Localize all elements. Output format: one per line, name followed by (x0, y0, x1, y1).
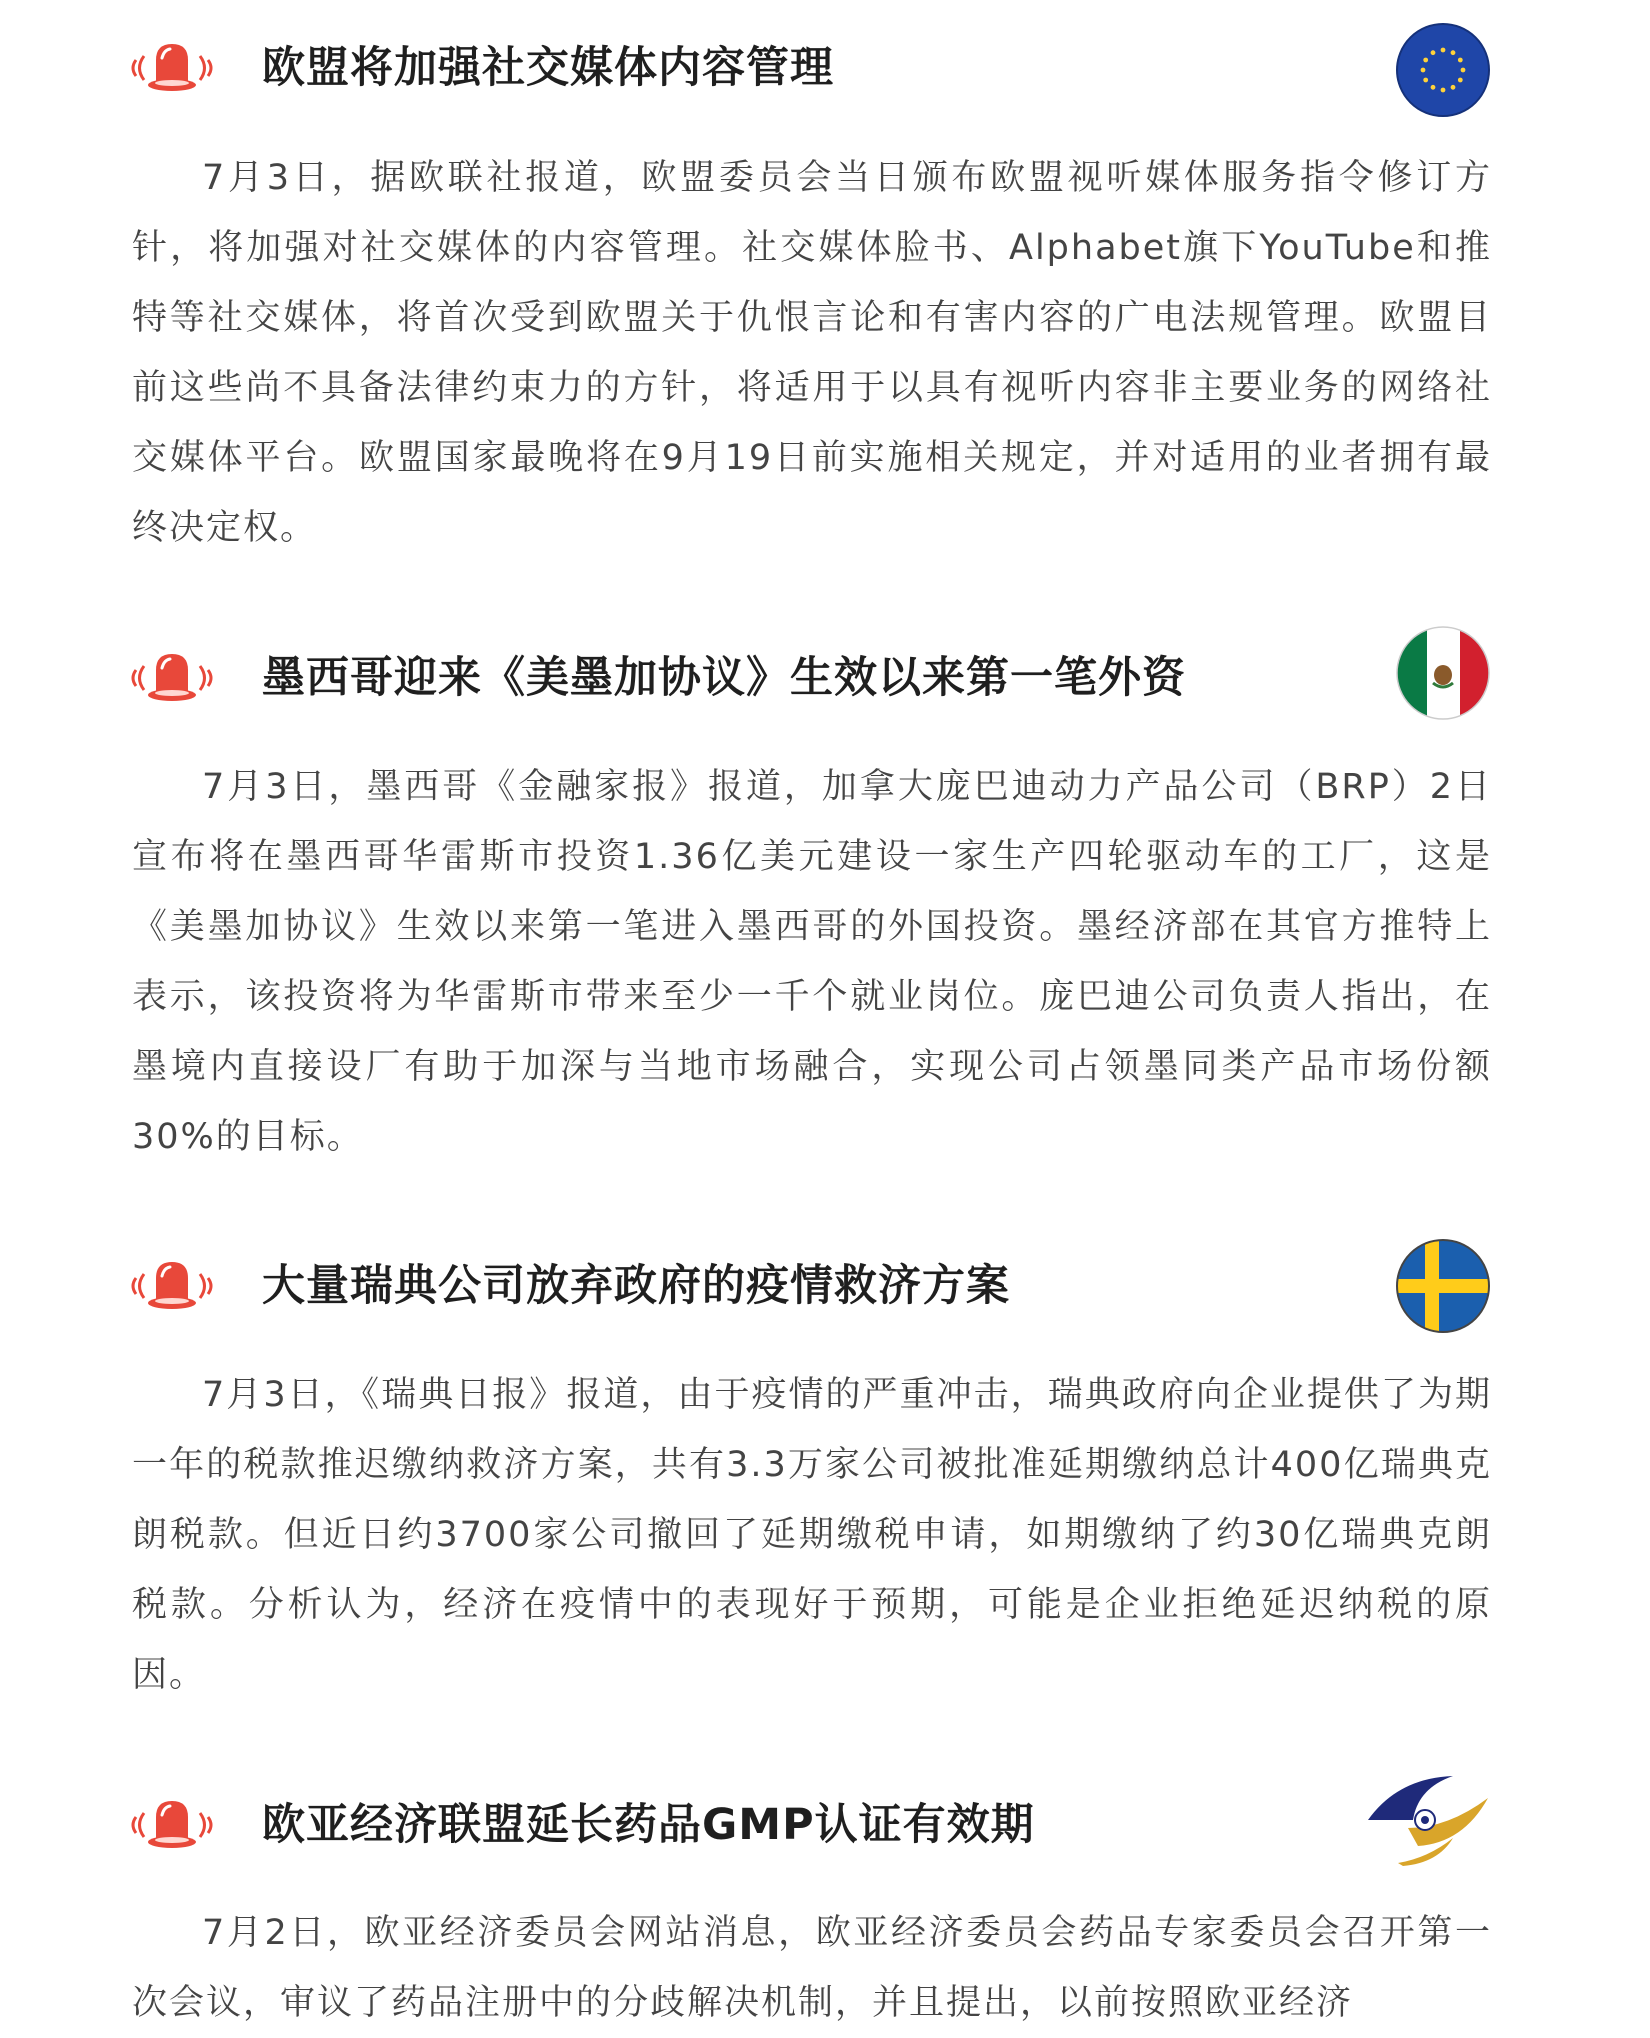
article-body: 7月3日，墨西哥《金融家报》报道，加拿大庞巴迪动力产品公司（BRP）2日宣布将在墨西哥华雷斯市投资1.36亿美元建设一家生产四轮驱动车的工厂，这是《美墨加协议》生效以来第一笔进入墨西哥的外国投资。墨经济部在其官方推特上表示，该投资将为华雷斯市带来至少一千个就业岗位。庞巴迪公司负责人指出，在墨境内直接设厂有助于加深与当地市场融合，实现公司占领墨同类产品市场份额30%的目标。 (132, 767, 1492, 1157)
alarm-bell-icon (122, 1795, 222, 1855)
mexico-flag-icon (1393, 623, 1493, 723)
alarm-bell-icon (122, 648, 222, 708)
article-body: 7月3日，据欧联社报道，欧盟委员会当日颁布欧盟视听媒体服务指令修订方针，将加强对社交媒体的内容管理。社交媒体脸书、Alphabet旗下YouTube和推特等社交媒体，将首次受到欧盟关于仇恨言论和有害内容的广电法规管理。欧盟目前这些尚不具备法律约束力的方针，将适用于以具有视听内容非主要业务的网络社交媒体平台。欧盟国家最晚将在9月19日前实施相关规定，并对适用的业者拥有最终决定权。 (132, 158, 1492, 548)
eu-flag-icon (1393, 20, 1493, 120)
eaeu-logo-icon (1358, 1768, 1493, 1868)
article-title: 欧盟将加强社交媒体内容管理 (262, 43, 834, 93)
article-title: 大量瑞典公司放弃政府的疫情救济方案 (262, 1261, 1010, 1311)
article-body: 7月2日，欧亚经济委员会网站消息，欧亚经济委员会药品专家委员会召开第一次会议，审议了药品注册中的分歧解决机制，并且提出，以前按照欧亚经济 (132, 1913, 1492, 2023)
article-title: 墨西哥迎来《美墨加协议》生效以来第一笔外资 (262, 653, 1186, 703)
article-body: 7月3日，《瑞典日报》报道，由于疫情的严重冲击，瑞典政府向企业提供了为期一年的税款推迟缴纳救济方案，共有3.3万家公司被批准延期缴纳总计400亿瑞典克朗税款。但近日约3700家公司撤回了延期缴税申请，如期缴纳了约30亿瑞典克朗税款。分析认为，经济在疫情中的表现好于预期，可能是企业拒绝延迟纳税的原因。 (132, 1375, 1492, 1695)
sweden-flag-icon (1393, 1236, 1493, 1336)
alarm-bell-icon (122, 1256, 222, 1316)
alarm-bell-icon (122, 38, 222, 98)
article-title: 欧亚经济联盟延长药品GMP认证有效期 (262, 1800, 1035, 1850)
